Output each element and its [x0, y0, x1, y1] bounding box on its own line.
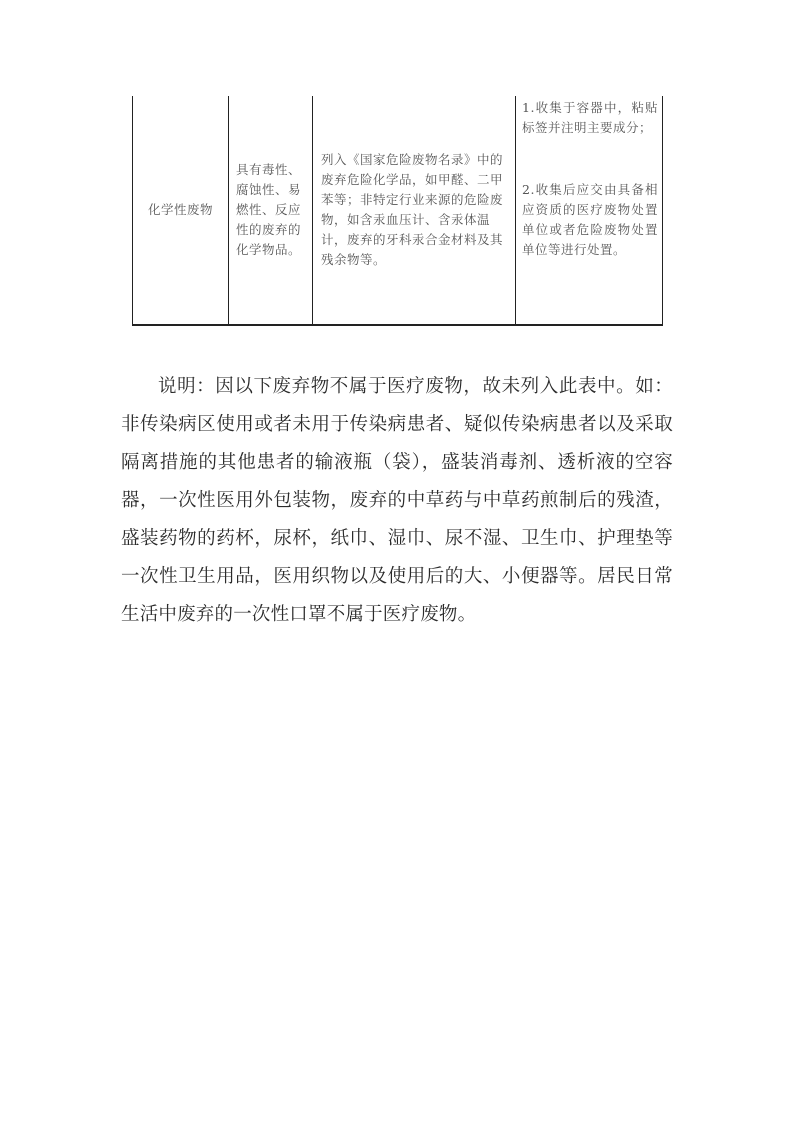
waste-items-text: 列入《国家危险废物名录》中的废弃危险化学品，如甲醛、二甲苯等；非特定行业来源的危险废物，如含汞血压计、含汞体温计，废弃的牙科汞合金材料及其残余物等。 [321, 152, 504, 267]
disposal-step-2: 2.收集后应交由具备相应资质的医疗废物处置单位或者危险废物处置单位等进行处置。 [522, 182, 658, 257]
medical-waste-table [132, 96, 663, 326]
waste-properties-cell [229, 96, 313, 325]
waste-category-label: 化学性废物 [147, 202, 213, 217]
table-row [133, 96, 663, 325]
waste-properties-text: 具有毒性、腐蚀性、易燃性、反应性的废弃的化学物品。 [236, 162, 302, 257]
disposal-method-cell [516, 96, 663, 325]
waste-category-cell [133, 96, 229, 325]
explanatory-note: 说明：因以下废弃物不属于医疗废物，故未列入此表中。如：非传染病区使用或者未用于传染病患者、疑似传染病患者以及采取隔离措施的其他患者的输液瓶（袋），盛装消毒剂、透析液的空容器，一次性医用外包装物，废弃的中草药与中草药煎制后的残渣，盛装药物的药杯，尿杯，纸巾、湿巾、尿不湿、卫生巾、护理垫等一次性卫生用品，医用织物以及使用后的大、小便器等。居民日常生活中废弃的一次性口罩不属于医疗废物。 [121, 376, 673, 625]
waste-items-cell [313, 96, 516, 325]
disposal-step-1: 1.收集于容器中，粘贴标签并注明主要成分； [522, 100, 658, 135]
